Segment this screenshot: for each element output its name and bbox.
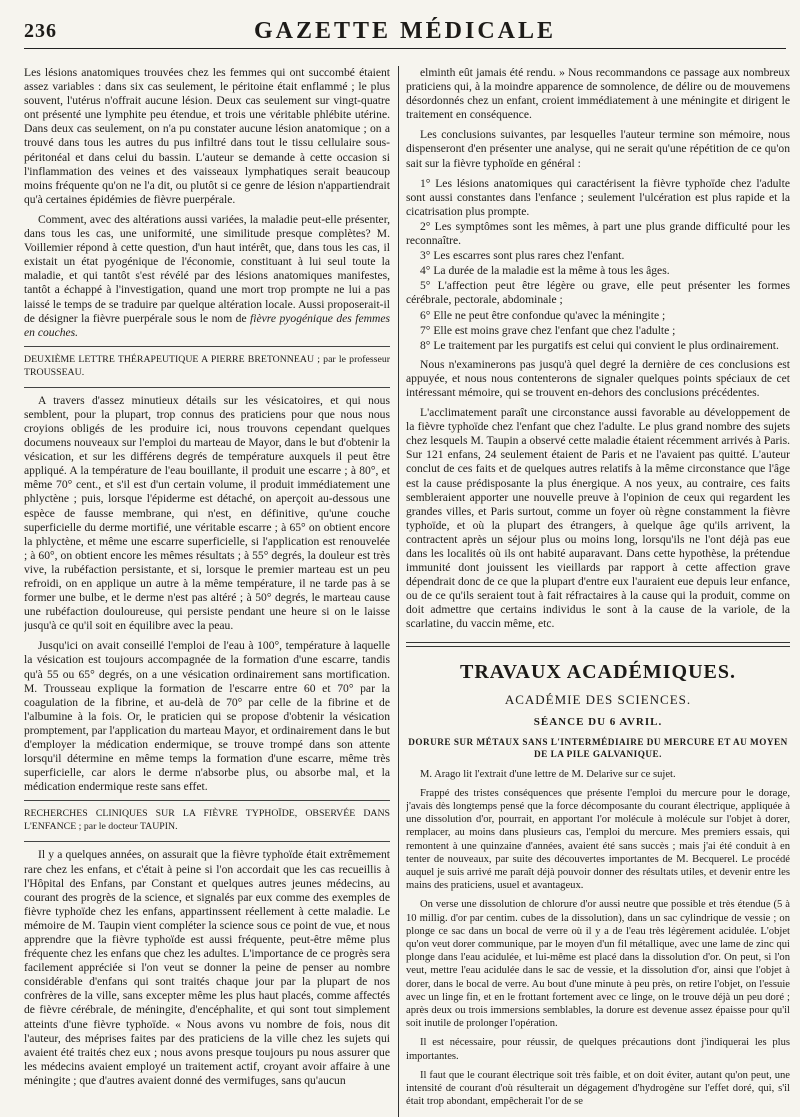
paragraph: Jusqu'ici on avait conseillé l'emploi de l'eau à 100°, température à laquelle la vésication est toujours accompagnée de la formation d'une escarre, tandis qu'à 55 ou 65° degrés, on a une vésication ordinairement sans mortification. M. Trousseau explique la formation de l'escarre entre 60 et 70° par la coagulation de la fibrine, et au-delà de 70° par celle de la fibrine et de l'albumine à la fois. Or, le praticien qui se propose d'obtenir la vésication promptement, par l'application du marteau Mayor, et ordinairement dans le but d'employer la médication endermique, se trouve trompé dans son attente lorsqu'il détermine en même temps la formation d'une escarre, même très superficielle, car alors le derme n'absorbe plus, ou absorbe mal, et la médication endermique reste sans effet. <box>24 639 390 794</box>
conclusion-item: 3° Les escarres sont plus rares chez l'enfant. <box>420 249 625 263</box>
right-column <box>406 66 790 1117</box>
conclusion-item: 6° Elle ne peut être confondue qu'avec la méningite ; <box>420 308 666 322</box>
journal-title: GAZETTE MÉDICALE <box>253 18 557 44</box>
paragraph: Frappé des tristes conséquences que présente l'emploi du mercure pour le dorage, j'avais dès longtemps pensé que la force décomposante du courant électrique, appliquée à une dissolution d'or, pourrait, en apportant l'or molécule à molécule sur l'objet à dorer, remplacer, au moins dans plusieurs cas, l'emploi du mercure. Mes premiers essais, qui remontent à une quinzaine d'années, avaient été sans succès ; mais j'ai été conduit à en tenter de nouveaux, par suite des découvertes importantes de M. Becquerel. Le procédé auquel je suis arrivé me paraît déjà pouvoir donner des résultats utiles, et devenir entre les mains des praticiens, usuel et avantageux. <box>406 787 790 892</box>
conclusion-item: 7° Elle est moins grave chez l'enfant que chez l'adulte ; <box>420 323 676 337</box>
conclusion-item: 2° Les symptômes sont les mêmes, à part une plus grande difficulté pour les reconnaître. <box>406 219 790 248</box>
left-column <box>24 66 390 1117</box>
academie-heading: ACADÉMIE DES SCIENCES. <box>504 691 692 707</box>
double-rule <box>406 642 790 647</box>
paragraph: Il est nécessaire, pour réussir, de quelques précautions dont j'indiquerai les plus importantes. <box>406 1037 790 1062</box>
section-rule <box>24 346 390 347</box>
paragraph: A travers d'assez minutieux détails sur les vésicatoires, et qui nous semblent, pour la plupart, trop connus des praticiens pour que nous nous croyions obligés de les produire ici, nous trouvons cependant quelques documens nouveaux sur l'emploi du marteau de Mayor, dans le but d'obtenir la vésication, et sur les différens degrés de température auxquels il peut être appliqué. A la température de l'eau bouillante, il produit une escarre ; à 80°, et même 70° cent., et s'il est d'un certain volume, il produit immédiatement une phlyctène ; puis, lorsque l'épiderme est détaché, on aperçoit au-dessous une espèce de fausse membrane, qui n'est, en définitive, qu'une couche superficielle du derme mortifié, une véritable escarre ; à 65° on obtient encore la phlyctène, et même une escarre superficielle, si l'application est renouvelée ; à 60°, on obtient encore les mêmes résultats ; à 55° degrés, la douleur est très vive, la rubéfaction persistante, et si, lorsque le premier marteau est un peu refroidi, on en applique un autre à la même température, il ne tarde pas à se former une bulbe, et le derme n'est pas altéré ; à 50° degrés, le marteau cause une rubéfaction douloureuse, qui persiste pendant une heure si on le laisse jusqu'à ce qu'il soit en équilibre avec la peau. <box>24 393 390 633</box>
taupin-discussion <box>406 358 790 632</box>
paragraph: Les conclusions suivantes, par lesquelles l'auteur termine son mémoire, nous dispenseront d'en présenter une analyse, qui ne serait qu'une répétition de ce qu'on sait sur la fièvre typhoïde en général : <box>406 128 790 170</box>
seance-heading: SÉANCE DU 6 AVRIL. <box>533 715 663 728</box>
paragraph: On verse une dissolution de chlorure d'or aussi neutre que possible et très étendue (5 à 10 millig. d'or par centim. cubes de la dissolution), dans un sac cylindrique de vessie ; on plonge ce sac dans un bocal de verre où il y a de l'eau très légèrement acidulée. L'objet qu'on veut dorer communique, par le moyen d'un fil métallique, avec une lame de zinc qui plonge dans l'eau acidulée, et lui-même est placé dans la dissolution d'or. On peut, si l'on veut, mettre l'eau acidulée dans le sac de vessie, et la dissolution d'or, ainsi que l'objet à dorer, dans le bocal de verre. Au bout d'une minute à peu près, on retire l'objet, on l'essuie avec un linge fin, et en le frottant fortement avec ce linge, on le trouve déjà un peu doré ; après deux ou trois immersions semblables, la dorure est devenue assez épaisse pour qu'il soit inutile de prolonger l'opération. <box>406 899 790 1030</box>
conclusions-list <box>406 177 790 353</box>
travaux-heading: TRAVAUX ACADÉMIQUES. <box>460 660 736 683</box>
page-number: 236 <box>24 20 57 42</box>
page-header <box>24 18 786 49</box>
section-rule <box>24 387 390 388</box>
left-intro <box>24 66 390 207</box>
trousseau-article <box>24 394 390 795</box>
dorure-article <box>406 768 790 1109</box>
section-rule <box>24 800 390 801</box>
voillemier-paragraph: Comment, avec des altérations aussi variées, la maladie peut-elle présenter, dans tous les cas, une uniformité, une similitude presque complètes? M. Voillemier répond à cette question, d'un haut intérêt, que, dans tous les cas, il existait un état pyogénique de l'économie, constituant à lui seul toute la maladie, et qui tantôt s'est révélé par des lésions anatomiques manifestes, tantôt a échappé à l'investigation, quand une mort trop prompte ne lui a pas laissé le temps de se traduire par quelque altération locale. Aussi proposerait-il de désigner la fièvre puerpérale sous le nom de fièvre pyogénique des femmes en couches. <box>24 212 390 339</box>
section-heading-trousseau: DEUXIÈME LETTRE THÉRAPEUTIQUE A PIERRE BRETONNEAU ; par le professeur TROUSSEAU. <box>24 353 390 378</box>
paragraph: Les lésions anatomiques trouvées chez les femmes qui ont succombé étaient assez variables : dans six cas seulement, le péritoine était enflammé ; le plus souvent, l'utérus n'offrait aucune lésion. Deux cas seulement sur vingt-quatre ont présenté une lymphite peu étendue, et trois une véritable phlébite utérine. Dans deux cas seulement, on n'a pu constater aucune lésion anatomique ; on a trouvé dans tous les autres du pus infiltré dans tout le tissu cellulaire sous-péritonéal et dans celui du bassin. L'auteur se demande à cette occasion si l'inflammation des veines et des vaisseaux lymphatiques serait beaucoup moins fréquente qu'on ne l'a dit, ou plutôt si ce genre de lésion n'appartiendrait qu'à certaines épidémies de fièvre puerpérale. <box>24 66 390 206</box>
conclusion-item: 1° Les lésions anatomiques qui caractérisent la fièvre typhoïde chez l'adulte sont aussi constantes dans l'enfance ; seulement l'ulcération est plus rapide et la cicatrisation plus prompte. <box>406 176 790 218</box>
paragraph: Il faut que le courant électrique soit très faible, et on doit éviter, autant qu'on peut, une intensité de courant d'où résulterait un dégagement d'hydrogène sur l'effet doré, qui, s'il était trop abondant, empêcherait l'or de se <box>406 1069 790 1108</box>
italic-term: fièvre pyogénique des femmes en couches. <box>24 311 390 339</box>
conclusion-item: 5° L'affection peut être légère ou grave, elle peut présenter les formes cérébrale, pectorale, abdominale ; <box>406 279 790 307</box>
column-divider <box>398 66 399 1117</box>
columns <box>24 66 790 1117</box>
taupin-article <box>24 848 390 1088</box>
article-title: DORURE SUR MÉTAUX SANS L'INTERMÉDIAIRE DU MERCURE ET AU MOYEN DE LA PILE GALVANIQUE. <box>408 736 788 759</box>
paragraph: Il y a quelques années, on assurait que la fièvre typhoïde était extrêmement rare chez les enfans, et c'était à peine si l'on accordait que les cas recueillis à l'Hôpital des Enfans, par Constant et quelques autres jeunes médecins, au courant des progrès de la science, et signalés par eux comme des exemples de fièvre typhoïde chez les enfans, appartinssent réellement à cette maladie. Le mémoire de M. Taupin vient compléter la science sous ce point de vue, et nous apprendre que la fièvre typhoïde est aussi fréquente, peut-être même plus fréquente chez les enfans que chez les adultes. L'importance de ce progrès sera facilement appréciée si l'on veut se donner la peine de penser au nombre considérable d'enfans qui sont traités chaque jour par la plupart de nos confrères de la ville, sans excepter même les plus haut placés, comme affectés de fièvre cérébrale, de méningite, d'encéphalite, et qui sont tout simplement atteints d'une fièvre typhoïde. « Nous avons vu nombre de fois, nous dit l'auteur, des méprises faites par des praticiens de la ville chez les sujets qui avaient été traités chez eux ; nous avons presque toujours pu nous assurer que les médecins avaient employé un traitement actif, croyant avoir affaire à une méningite ; que d'autres avaient donné des vermifuges, sans qu'aucun <box>24 848 390 1087</box>
conclusion-item: 4° La durée de la maladie est la même à tous les âges. <box>420 264 670 278</box>
conclusion-item: 8° Le traitement par les purgatifs est celui qui convient le plus ordinairement. <box>420 338 779 352</box>
paragraph: elminth eût jamais été rendu. » Nous recommandons ce passage aux nombreux praticiens qui, à la moindre apparence de somnolence, de délire ou de mouvemens désordonnés chez un enfant, croient immédiatement à une méningite et dirigent le traitement en conséquence. <box>406 66 790 122</box>
taupin-continued <box>406 66 790 171</box>
paragraph: M. Arago lit l'extrait d'une lettre de M. Delarive sur ce sujet. <box>420 768 676 780</box>
paragraph: L'acclimatement paraît une circonstance aussi favorable au développement de la fièvre typhoïde chez l'enfant que chez l'adulte. Le plus grand nombre des sujets chez lesquels M. Taupin a observé cette maladie étaient récemment arrivés à Paris. Sur 121 enfans, 24 seulement étaient de Paris et ne l'avaient pas quitté. L'auteur conclut de ces faits et de quelques autres relatifs à la même circonstance que l'âge est la cause prédisposante la plus énergique. A nos yeux, au contraire, ces faits sembleraient apporter une nouvelle preuve à l'opinion de ceux qui regardent les grandes villes, et Paris surtout, comme un foyer où règne constamment la fièvre typhoïde, et où la plupart des étrangers, à quelque âge qu'ils arrivent, la contractent après un séjour plus ou moins long, lorsqu'ils ne l'ont déjà pas eue dans les localités où ils ont habité auparavant. Dans cette hypothèse, la prétendue immunité dont jouissent les vieillards par rapport à cette affection grave dépendrait donc de ce que la plupart d'entre eux l'auraient eue depuis leur enfance, ou de ce qu'ils seraient tout à fait réfractaires à la cause qui la produit, comme on doit admettre que certains individus le sont à la cause de la variole, de la scarlatine, du vaccin même, etc. <box>406 406 790 631</box>
section-rule <box>24 841 390 842</box>
section-heading-taupin: RECHERCHES CLINIQUES SUR LA FIÈVRE TYPHOÏDE, OBSERVÉE DANS L'ENFANCE ; par le docteur TAUPIN. <box>24 808 390 833</box>
paragraph: Nous n'examinerons pas jusqu'à quel degré la dernière de ces conclusions est appuyée, et nous nous contenterons de signaler quelques points spéciaux de cet intéressant mémoire, qui se trouvent en-dehors des conclusions précédentes. <box>406 357 790 399</box>
